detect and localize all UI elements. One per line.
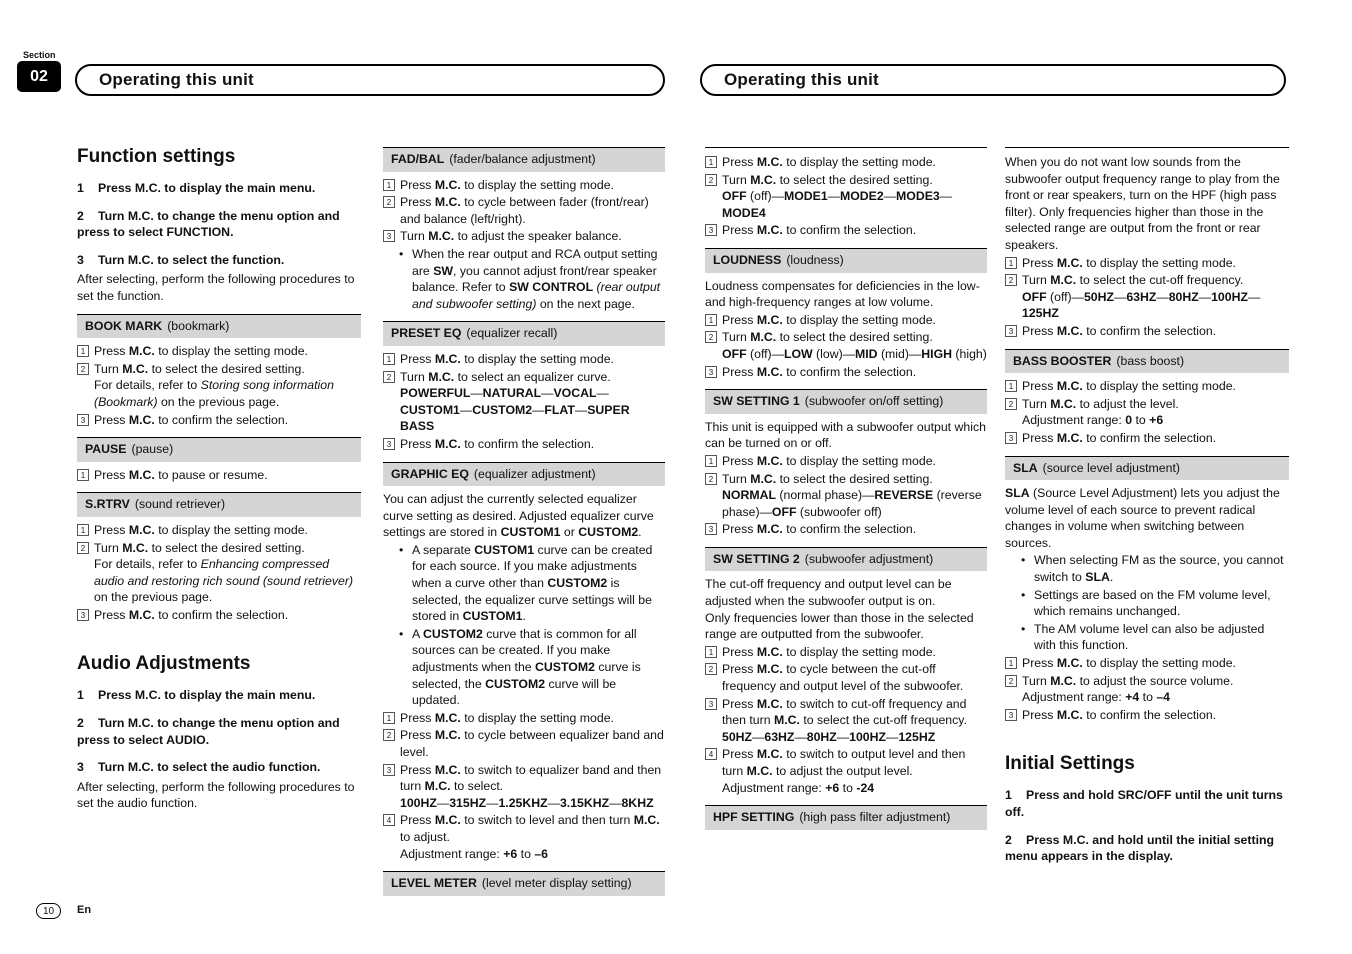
step-text: Press M.C. to display the setting mode. — [722, 453, 936, 468]
step-number-box: 1 — [1005, 657, 1017, 669]
step-text: Press M.C. to confirm the selection. — [400, 436, 595, 451]
step-number-box: 3 — [383, 438, 395, 450]
running-header-left — [75, 64, 665, 96]
column-1 — [77, 145, 361, 814]
step-number-box: 2 — [1005, 398, 1017, 410]
step-number-box: 3 — [705, 523, 717, 535]
setting-description: (subwoofer on/off setting) — [804, 394, 944, 409]
step-number-box: 3 — [705, 366, 717, 378]
numbered-instruction — [1005, 787, 1289, 820]
step-text: Press M.C. to display the setting mode. — [722, 644, 936, 659]
setting-step — [705, 471, 987, 521]
setting-step — [383, 812, 665, 862]
setting-table — [77, 437, 361, 483]
step-number-box: 1 — [383, 712, 395, 724]
setting-step — [77, 467, 361, 484]
step-text: Turn M.C. to adjust the level. Adjustment range: 0 to +6 — [1022, 396, 1179, 428]
step-text: Turn M.C. to select an equalizer curve. POWERFUL—NATURAL—VOCAL—CUSTOM1—CUSTOM2—FLAT—SUPER BASS — [400, 369, 630, 434]
setting-step — [705, 364, 987, 381]
step-text: Press M.C. to display the setting mode. — [722, 312, 936, 327]
running-header-left-title: Operating this unit — [99, 70, 254, 89]
instruction-number: 3 — [77, 760, 84, 775]
step-text: Press M.C. to pause or resume. — [94, 467, 268, 482]
step-text: Press M.C. to confirm the selection. — [722, 522, 917, 537]
step-text: Press M.C. to confirm the selection. — [722, 364, 917, 379]
instruction-text: Turn M.C. to select the function. — [98, 252, 285, 267]
running-header-right — [700, 64, 1286, 96]
instruction-number: 1 — [77, 688, 84, 703]
table-header — [705, 248, 987, 273]
setting-step — [77, 343, 361, 360]
instruction-text: Press M.C. to display the main menu. — [98, 181, 316, 195]
setting-step — [705, 154, 987, 171]
bullet-icon: • — [1021, 587, 1026, 602]
step-text: Press M.C. to confirm the selection. — [1022, 707, 1217, 722]
step-text: Press M.C. to display the setting mode. — [1022, 379, 1236, 394]
continuation-rule — [1005, 147, 1289, 148]
paragraph: After selecting, perform the following procedures to set the audio function. — [77, 779, 355, 811]
setting-name: GRAPHIC EQ — [391, 466, 469, 481]
note-text: A CUSTOM2 curve that is common for all sources can be created. If you make adjustments when the CUSTOM2 curve is selected, the CUSTOM2 curve will be updated. — [412, 626, 641, 708]
step-number-box: 3 — [77, 609, 89, 621]
step-text: Press M.C. to display the setting mode. — [400, 710, 614, 725]
setting-table — [77, 314, 361, 429]
table-paragraph: SLA (Source Level Adjustment) lets you adjust the volume level of each source to prevent radical changes in volume when switching between sources. — [1005, 486, 1280, 550]
setting-step — [1005, 430, 1289, 447]
step-number-box: 4 — [705, 748, 717, 760]
step-number-box: 2 — [77, 542, 89, 554]
setting-description: (equalizer recall) — [466, 326, 558, 341]
setting-table — [383, 321, 665, 452]
table-header — [77, 492, 361, 517]
step-number-box: 2 — [1005, 675, 1017, 687]
note-text: The AM volume level can also be adjusted with this function. — [1034, 621, 1265, 653]
setting-description: (fader/balance adjustment) — [449, 152, 596, 166]
step-number-box: 3 — [77, 414, 89, 426]
section-heading: Function settings — [77, 146, 236, 167]
step-text: Press M.C. to confirm the selection. — [1022, 430, 1217, 445]
bullet-icon: • — [1021, 621, 1026, 636]
step-number-box: 2 — [705, 663, 717, 675]
instruction-text: Turn M.C. to change the menu option and press to select AUDIO. — [77, 716, 340, 747]
table-header — [383, 321, 665, 346]
numbered-instruction — [77, 180, 361, 197]
section-number-badge: 02 — [17, 61, 61, 92]
step-number-box: 3 — [1005, 325, 1017, 337]
paragraph: After selecting, perform the following procedures to set the function. — [77, 272, 355, 303]
setting-table-continued — [1005, 147, 1289, 340]
numbered-instruction — [77, 687, 361, 704]
bullet-icon: • — [399, 542, 404, 557]
section-heading: Audio Adjustments — [77, 653, 251, 675]
step-number-box: 1 — [705, 646, 717, 658]
setting-table — [705, 805, 987, 830]
note-item — [383, 246, 665, 312]
setting-step — [705, 644, 987, 661]
setting-table — [383, 147, 665, 312]
step-number-box: 3 — [1005, 432, 1017, 444]
step-number-box: 2 — [383, 196, 395, 208]
step-text: Turn M.C. to select the desired setting. OFF (off)—LOW (low)—MID (mid)—HIGH (high) — [722, 330, 987, 361]
table-header — [77, 314, 361, 339]
setting-step — [705, 746, 987, 796]
step-number-box: 3 — [705, 698, 717, 710]
setting-name: BASS BOOSTER — [1013, 353, 1112, 368]
note-text: A separate CUSTOM1 curve can be created for each source. If you make adjustments when a curve other than CUSTOM2 is selected, the equalizer curve settings will be stored in CUSTOM1. — [412, 542, 653, 624]
setting-step — [383, 194, 665, 227]
step-number-box: 1 — [705, 156, 717, 168]
setting-table — [705, 547, 987, 796]
page-number: 10 — [36, 903, 61, 919]
setting-step — [383, 351, 665, 368]
step-text: Press M.C. to cycle between fader (front/rear) and balance (left/right). — [400, 195, 649, 226]
setting-description: (bass boost) — [1116, 353, 1185, 368]
setting-step — [77, 412, 361, 429]
setting-step — [77, 522, 361, 539]
note-item — [1005, 621, 1289, 654]
setting-name: PRESET EQ — [391, 326, 462, 341]
column-3 — [705, 145, 987, 835]
numbered-instruction — [77, 759, 361, 776]
setting-description: (subwoofer adjustment) — [804, 551, 934, 566]
table-paragraph: When you do not want low sounds from the subwoofer output frequency range to play from the front or rear speakers, turn on the HPF (high pass filter). Only frequencies higher than those in the selected range are output from the front or rear speakers. — [1005, 155, 1280, 252]
step-text: Press M.C. to cycle between the cut-off frequency and output level of the subwoofer. — [722, 662, 964, 694]
step-text: Press M.C. to cycle between equalizer band and level. — [400, 728, 664, 759]
setting-step — [705, 172, 987, 222]
step-text: Turn M.C. to select the desired setting. For details, refer to Storing song information (Bookmark) on the previous page. — [94, 361, 334, 409]
step-number-box: 1 — [383, 353, 395, 365]
setting-name: SLA — [1013, 460, 1038, 475]
step-number-box: 1 — [1005, 257, 1017, 269]
step-number-box: 1 — [705, 455, 717, 467]
step-number-box: 2 — [705, 331, 717, 343]
setting-step — [705, 453, 987, 470]
step-text: Press M.C. to switch to output level and then turn M.C. to adjust the output level. Adjustment range: +6 to -24 — [722, 747, 966, 795]
table-header — [383, 147, 665, 172]
instruction-text: Press M.C. to display the main menu. — [98, 688, 316, 703]
table-header — [383, 462, 665, 487]
step-number-box: 2 — [383, 371, 395, 383]
instruction-number: 1 — [1005, 788, 1012, 803]
instruction-number: 3 — [77, 252, 84, 267]
setting-step — [383, 436, 665, 453]
setting-table — [705, 389, 987, 538]
setting-step — [77, 607, 361, 624]
setting-step — [383, 369, 665, 435]
instruction-text: Press M.C. and hold until the initial setting menu appears in the display. — [1005, 832, 1275, 864]
instruction-number: 2 — [1005, 832, 1012, 847]
step-text: Press M.C. to switch to equalizer band and then turn M.C. to select. 100HZ—315HZ—1.25KHZ—3.15KHZ—8KHZ — [400, 762, 662, 810]
setting-step — [1005, 396, 1289, 429]
table-header — [1005, 456, 1289, 481]
running-header-right-title: Operating this unit — [724, 70, 879, 89]
setting-description: (sound retriever) — [134, 497, 226, 512]
step-text: Press M.C. to display the setting mode. — [1022, 255, 1236, 270]
setting-table — [1005, 349, 1289, 447]
setting-step — [1005, 655, 1289, 672]
step-number-box: 2 — [77, 363, 89, 375]
table-header — [705, 547, 987, 572]
setting-table — [705, 248, 987, 380]
table-header — [705, 389, 987, 414]
step-number-box: 3 — [383, 764, 395, 776]
table-header — [383, 871, 665, 896]
note-item — [1005, 587, 1289, 620]
bullet-icon: • — [1021, 553, 1026, 568]
table-header — [705, 805, 987, 830]
step-text: Turn M.C. to select the desired setting. OFF (off)—MODE1—MODE2—MODE3—MODE4 — [722, 172, 953, 220]
instruction-text: Turn M.C. to change the menu option and press to select FUNCTION. — [77, 208, 340, 240]
setting-step — [1005, 255, 1289, 272]
setting-step — [1005, 272, 1289, 322]
step-number-box: 2 — [1005, 274, 1017, 286]
step-number-box: 3 — [705, 224, 717, 236]
note-text: When selecting FM as the source, you cannot switch to SLA. — [1034, 553, 1284, 585]
step-text: Press M.C. to confirm the selection. — [94, 412, 289, 427]
setting-step — [705, 329, 987, 362]
step-text: Press M.C. to confirm the selection. — [722, 223, 917, 238]
note-item — [383, 626, 665, 709]
numbered-instruction — [77, 208, 361, 241]
numbered-instruction — [1005, 832, 1289, 865]
step-text: Press M.C. to display the setting mode. — [722, 155, 936, 169]
step-text: Turn M.C. to adjust the source volume. Adjustment range: +4 to –4 — [1022, 673, 1234, 705]
step-number-box: 3 — [383, 230, 395, 242]
setting-step — [383, 762, 665, 812]
setting-description: (source level adjustment) — [1042, 460, 1180, 475]
table-header — [77, 437, 361, 462]
continuation-rule — [705, 147, 987, 148]
step-number-box: 1 — [77, 524, 89, 536]
step-number-box: 2 — [705, 473, 717, 485]
note-item — [1005, 552, 1289, 585]
setting-name: HPF SETTING — [713, 810, 795, 825]
setting-table — [383, 462, 665, 863]
setting-description: (equalizer adjustment) — [473, 466, 596, 481]
step-text: Turn M.C. to select the desired setting. NORMAL (normal phase)—REVERSE (reverse phase)—OFF (subwoofer off) — [722, 471, 982, 519]
setting-name: SW SETTING 1 — [713, 394, 800, 409]
table-paragraph: The cut-off frequency and output level can be adjusted when the subwoofer output is on. Only frequencies lower than those in the selected range are outputted from the subwoofer. — [705, 577, 974, 642]
step-text: Press M.C. to confirm the selection. — [1022, 323, 1217, 338]
setting-step — [383, 177, 665, 194]
step-text: Press M.C. to switch to level and then turn M.C. to adjust. Adjustment range: +6 to –6 — [400, 813, 660, 861]
table-paragraph: You can adjust the currently selected equalizer curve setting as desired. Adjusted equalizer curve settings are stored in CUSTOM1 or CUSTOM2. — [383, 492, 654, 540]
bullet-icon: • — [399, 626, 404, 641]
setting-step — [705, 696, 987, 746]
bullet-icon: • — [399, 246, 404, 261]
step-text: Press M.C. to display the setting mode. — [94, 344, 308, 359]
setting-step — [77, 361, 361, 411]
setting-description: (pause) — [131, 442, 174, 457]
setting-step — [383, 710, 665, 727]
section-heading: Initial Settings — [1005, 753, 1135, 775]
setting-table-continued — [705, 147, 987, 239]
setting-step — [1005, 707, 1289, 724]
setting-step — [77, 540, 361, 606]
step-number-box: 1 — [77, 345, 89, 357]
setting-description: (level meter display setting) — [481, 876, 632, 891]
table-paragraph: Loudness compensates for deficiencies in the low- and high-frequency ranges at low volume. — [705, 278, 980, 310]
setting-step — [705, 521, 987, 538]
setting-name: FAD/BAL — [391, 152, 445, 166]
setting-step — [705, 661, 987, 694]
numbered-instruction — [77, 252, 361, 269]
instruction-number: 2 — [77, 208, 84, 223]
setting-step — [705, 222, 987, 239]
step-text: Turn M.C. to select the cut-off frequency. OFF (off)—50HZ—63HZ—80HZ—100HZ—125HZ — [1022, 273, 1261, 321]
setting-table — [1005, 456, 1289, 724]
step-text: Press M.C. to confirm the selection. — [94, 607, 289, 622]
instruction-text: Turn M.C. to select the audio function. — [98, 760, 321, 775]
step-number-box: 3 — [1005, 709, 1017, 721]
instruction-number: 1 — [77, 181, 84, 195]
table-paragraph: This unit is equipped with a subwoofer output which can be turned on or off. — [705, 419, 986, 451]
setting-step — [1005, 323, 1289, 340]
step-text: Press M.C. to display the setting mode. — [94, 522, 308, 537]
step-text: Turn M.C. to select the desired setting. For details, refer to Enhancing compressed audio and restoring rich sound (sound retriever) on the previous page. — [94, 540, 354, 605]
setting-step — [1005, 378, 1289, 395]
step-number-box: 1 — [705, 314, 717, 326]
note-text: When the rear output and RCA output setting are SW, you cannot adjust front/rear speaker balance. Refer to SW CONTROL (rear output and subwoofer setting) on the next page. — [412, 246, 661, 311]
step-number-box: 1 — [383, 179, 395, 191]
section-label: Section — [23, 50, 56, 60]
column-4 — [1005, 145, 1289, 868]
setting-description: (bookmark) — [167, 318, 230, 333]
note-text: Settings are based on the FM volume level, which remains unchanged. — [1034, 587, 1271, 619]
step-number-box: 2 — [383, 729, 395, 741]
step-text: Press M.C. to display the setting mode. — [400, 351, 614, 366]
setting-step — [705, 312, 987, 329]
setting-name: BOOK MARK — [85, 318, 163, 333]
step-number-box: 1 — [77, 469, 89, 481]
setting-description: (loudness) — [786, 252, 844, 267]
step-text: Press M.C. to display the setting mode. — [1022, 656, 1236, 671]
step-text: Press M.C. to switch to cut-off frequency and then turn M.C. to select the cut-off frequency. 50HZ—63HZ—80HZ—100HZ—125HZ — [722, 696, 967, 744]
setting-name: LOUDNESS — [713, 252, 782, 267]
instruction-number: 2 — [77, 716, 84, 731]
setting-step — [383, 727, 665, 760]
setting-step — [383, 228, 665, 245]
step-number-box: 1 — [1005, 380, 1017, 392]
step-text: Press M.C. to display the setting mode. — [400, 177, 614, 192]
language-code: En — [77, 904, 92, 916]
column-2 — [383, 145, 665, 901]
note-item — [383, 542, 665, 625]
step-number-box: 2 — [705, 174, 717, 186]
instruction-text: Press and hold SRC/OFF until the unit turns off. — [1005, 788, 1283, 819]
setting-name: SW SETTING 2 — [713, 551, 800, 566]
setting-name: LEVEL METER — [391, 876, 477, 891]
numbered-instruction — [77, 715, 361, 748]
table-header — [1005, 349, 1289, 374]
step-text: Turn M.C. to adjust the speaker balance. — [400, 229, 622, 244]
setting-step — [1005, 673, 1289, 706]
setting-name: S.RTRV — [85, 497, 130, 512]
setting-description: (high pass filter adjustment) — [799, 810, 951, 825]
step-number-box: 4 — [383, 814, 395, 826]
setting-table — [383, 871, 665, 896]
setting-name: PAUSE — [85, 442, 127, 457]
setting-table — [77, 492, 361, 623]
